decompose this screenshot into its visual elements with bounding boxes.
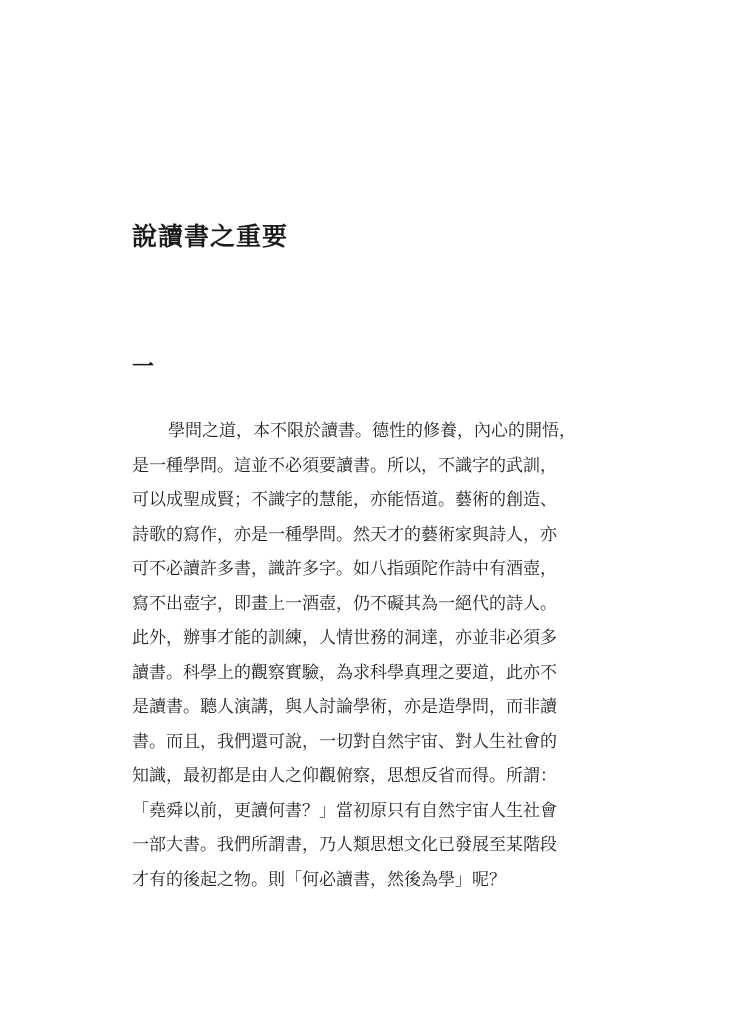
- paragraph-line: 一部大書。我們所謂書，乃人類思想文化已發展至某階段: [132, 835, 557, 855]
- body-paragraph: [132, 416, 592, 899]
- paragraph-line: 學問之道，本不限於讀書。德性的修養，內心的開悟，: [168, 421, 576, 441]
- paragraph-line: 是一種學問。這並不必須要讀書。所以，不識字的武訓，: [132, 455, 557, 476]
- paragraph-line: 可不必讀許多書，識許多字。如八指頭陀作詩中有酒壺，: [132, 559, 557, 579]
- paragraph-line: 此外，辦事才能的訓練，人情世務的洞達，亦並非必須多: [132, 628, 557, 648]
- chapter-title: 說讀書之重要: [132, 222, 289, 251]
- paragraph-line: 才有的後起之物。則「何必讀書，然後為學」呢？: [132, 869, 506, 890]
- paragraph-line: 詩歌的寫作，亦是一種學問。然天才的藝術家與詩人，亦: [132, 524, 557, 545]
- paragraph-line: 讀書。科學上的觀察實驗，為求科學真理之要道，此亦不: [132, 662, 557, 683]
- section-number: 一: [132, 355, 155, 380]
- paragraph-line: 可以成聖成賢；不識字的慧能，亦能悟道。藝術的創造、: [132, 490, 557, 510]
- paragraph-line: 知識，最初都是由人之仰觀俯察，思想反省而得。所謂：: [132, 766, 557, 786]
- paragraph-line: 是讀書。聽人演講，與人討論學術，亦是造學問，而非讀: [132, 697, 557, 717]
- paragraph-line: 書。而且，我們還可說，一切對自然宇宙、對人生社會的: [132, 731, 557, 752]
- paragraph-line: 寫不出壺字，即畫上一酒壺，仍不礙其為一絕代的詩人。: [132, 593, 557, 614]
- paragraph-line: 「堯舜以前，更讀何書？」當初原只有自然宇宙人生社會: [132, 800, 557, 821]
